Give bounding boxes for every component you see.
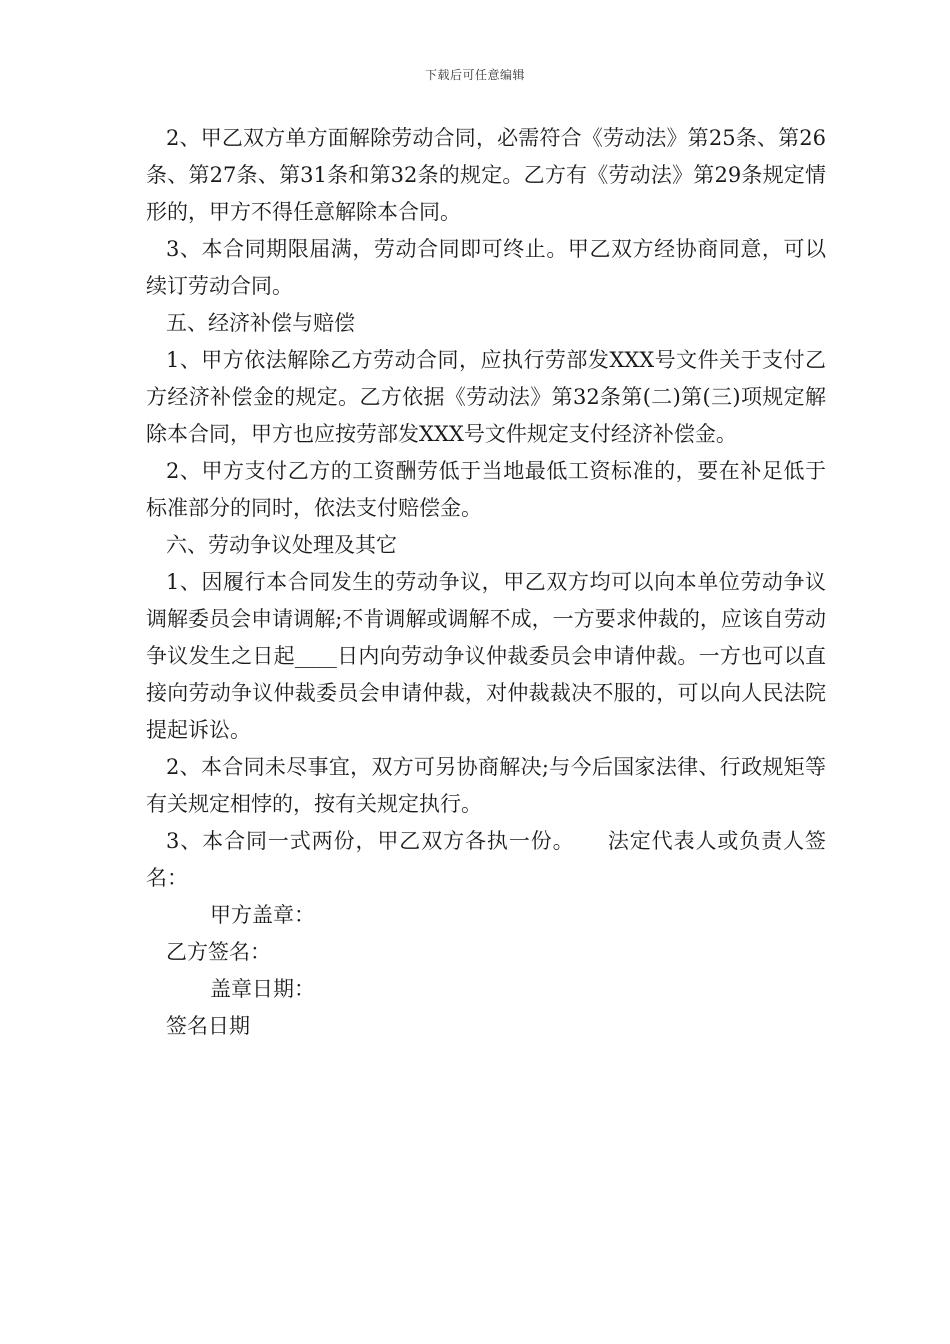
clause-contract-expiry: 3、本合同期限届满，劳动合同即可终止。甲乙双方经协商同意，可以续订劳动合同。 xyxy=(146,237,826,298)
page-header: 下载后可任意编辑 xyxy=(424,68,525,82)
section-heading-compensation: 五、经济补偿与赔偿 xyxy=(166,311,355,335)
clause-termination-conditions: 2、甲乙双方单方面解除劳动合同，必需符合《劳动法》第25条、第26条、第27条、第31条和第32条的规定。乙方有《劳动法》第29条规定情形的，甲方不得任意解除本合同。 xyxy=(146,126,826,224)
section-heading-disputes: 六、劳动争议处理及其它 xyxy=(166,533,397,557)
clause-copies-and-signature: 3、本合同一式两份，甲乙双方各执一份。 法定代表人或负责人签名： xyxy=(146,829,826,890)
clause-dispute-resolution: 1、因履行本合同发生的劳动争议，甲乙双方均可以向本单位劳动争议调解委员会申请调解;不肯调解或调解不成，一方要求仲裁的，应该自劳动争议发生之日起____日内向劳动争议仲裁委员会申请仲裁。一方也可以直接向劳动争议仲裁委员会申请仲裁，对仲裁裁决不服的，可以向人民法院提起诉讼。 xyxy=(146,570,826,742)
seal-date-label: 盖章日期： xyxy=(210,977,315,1001)
contract-body xyxy=(146,120,826,1045)
clause-wage-compensation: 2、甲方支付乙方的工资酬劳低于当地最低工资标准的，要在补足低于标准部分的同时，依法支付赔偿金。 xyxy=(146,459,826,520)
sign-date-label: 签名日期 xyxy=(166,1014,250,1038)
party-a-seal-label: 甲方盖章： xyxy=(210,903,315,927)
clause-unresolved-matters: 2、本合同未尽事宜，双方可另协商解决;与今后国家法律、行政规矩等有关规定相悖的，按有关规定执行。 xyxy=(146,755,826,816)
party-b-sign-label: 乙方签名： xyxy=(166,940,271,964)
clause-economic-compensation: 1、甲方依法解除乙方劳动合同，应执行劳部发XXX号文件关于支付乙方经济补偿金的规定。乙方依据《劳动法》第32条第(二)第(三)项规定解除本合同，甲方也应按劳部发XXX号文件规定支付经济补偿金。 xyxy=(146,348,826,446)
